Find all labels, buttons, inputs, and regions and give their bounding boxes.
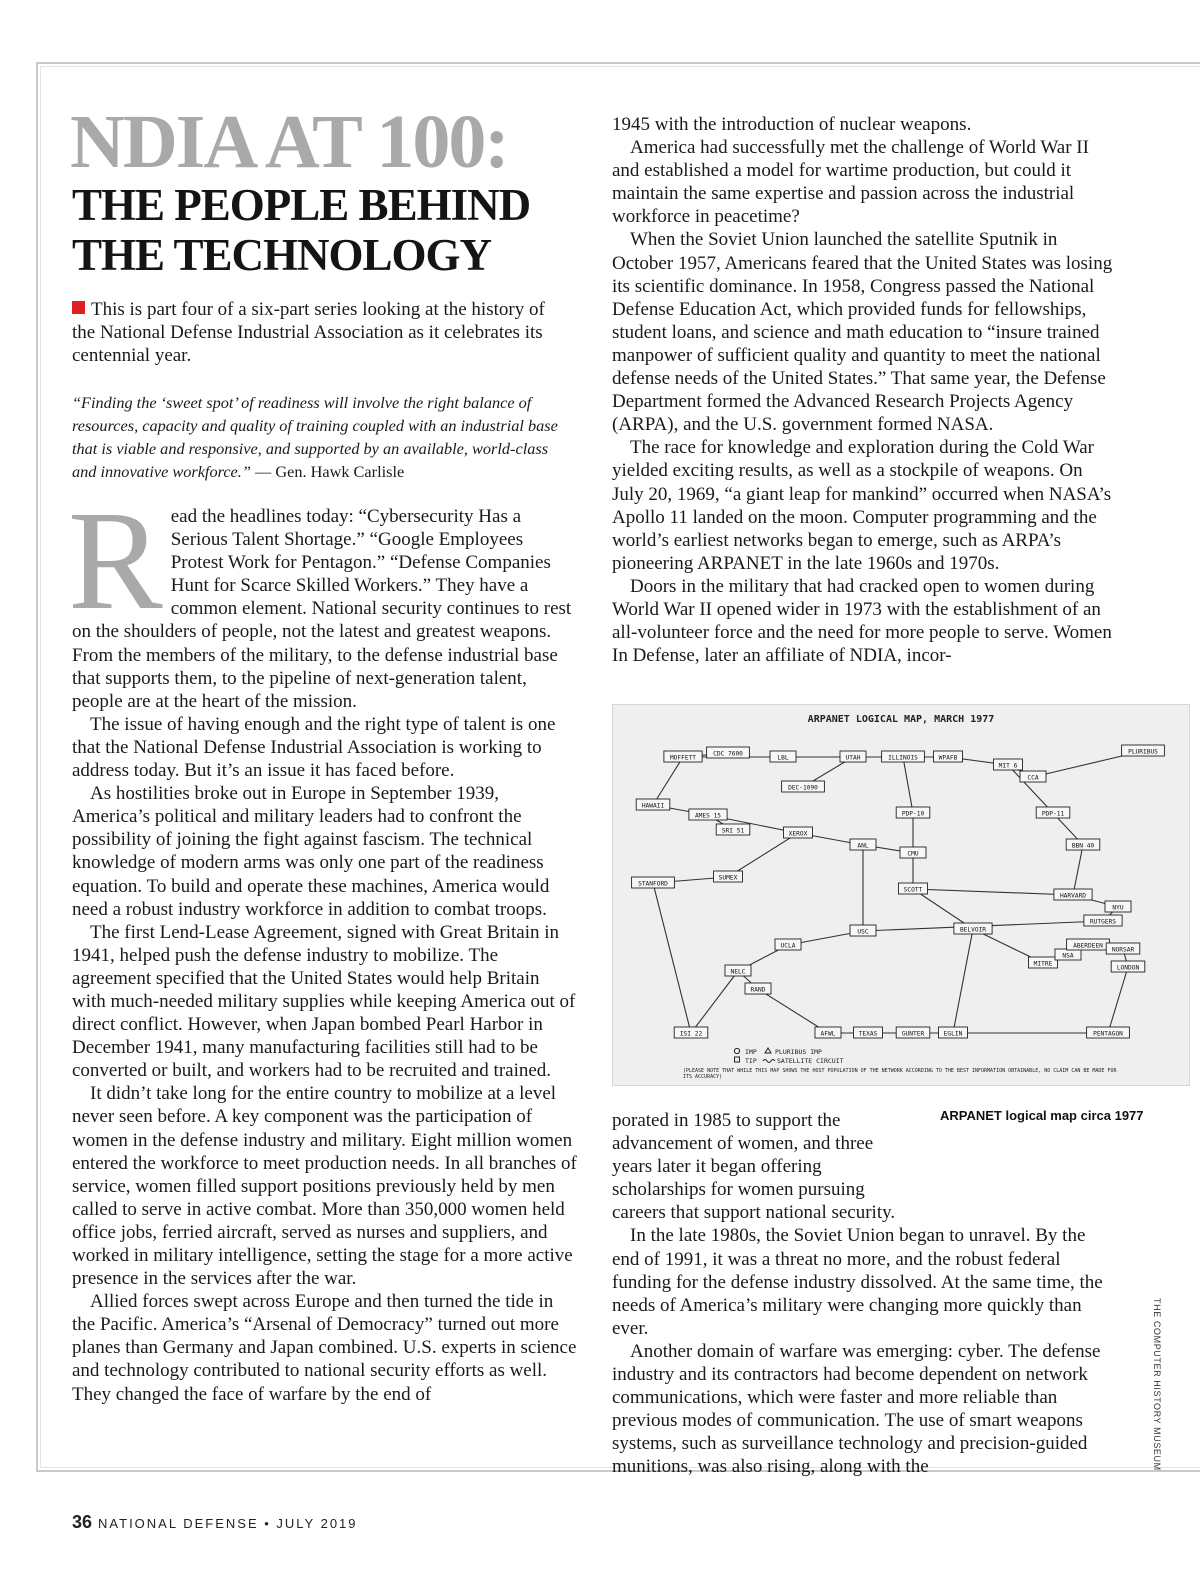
- map-link-line: [1108, 967, 1128, 1033]
- map-node: [636, 799, 670, 810]
- map-node: [1066, 839, 1100, 850]
- map-node: [784, 827, 813, 838]
- map-node-label: MIT 6: [998, 762, 1018, 770]
- legend-imp-label: IMP: [745, 1048, 757, 1056]
- map-node-label: PLURIBUS: [1128, 748, 1158, 756]
- red-square-bullet-icon: [72, 301, 85, 314]
- map-node-label: PDP-10: [901, 810, 925, 818]
- map-node: [725, 965, 751, 976]
- right-column-top: [612, 113, 1117, 667]
- pull-quote-attribution: — Gen. Hawk Carlisle: [250, 462, 405, 481]
- map-node-label: DEC-1090: [788, 784, 818, 792]
- series-intro: [72, 298, 572, 367]
- map-node: [900, 847, 926, 858]
- series-intro-text: This is part four of a six-part series looking at the history of the National Defense Industrial Association as it celebrates its centennial year.: [72, 299, 545, 366]
- map-node-label: RUTGERS: [1089, 918, 1117, 926]
- map-node: [854, 1027, 883, 1038]
- map-node-label: MOFFETT: [669, 754, 697, 762]
- satellite-legend-icon: [763, 1060, 775, 1063]
- right-column-bottom: [612, 1109, 1117, 1479]
- map-node: [815, 1027, 841, 1038]
- map-node: [896, 1027, 930, 1038]
- map-node: [745, 983, 771, 994]
- drop-cap: R: [68, 481, 163, 639]
- map-node: [1111, 961, 1145, 972]
- map-node: [1105, 901, 1131, 912]
- map-node: [632, 877, 675, 888]
- body-paragraph: Allied forces swept across Europe and then turned the tide in the Pacific. America’s “Arsenal of Democracy” turned out more planes than Germany and Japan combined. U.S. experts in science and technology contributed to national security efforts as well. They changed the face of warfare by the end of: [72, 1291, 577, 1405]
- map-node-label: ISI 22: [679, 1030, 703, 1038]
- map-node-label: SCOTT: [903, 886, 923, 894]
- map-note-wrap: [683, 1068, 1123, 1084]
- map-node: [850, 839, 876, 850]
- pull-quote: [72, 391, 572, 483]
- figure-caption: ARPANET logical map circa 1977: [940, 1108, 1144, 1123]
- body-paragraph: Another domain of warfare was emerging: cyber. The defense industry and its contractors had become dependent on network communications, which were faster and more reliable than previous modes of communication. The use of smart weapons systems, such as surveillance technology and precision-guided munitions, was also rising, along with the: [612, 1340, 1101, 1478]
- body-paragraph: As hostilities broke out in Europe in September 1939, America’s political and military leaders had to confront the possibility of joining the fight against fascism. The technical knowledge of modern arms was only one part of the readiness equation. To build and operate these machines, America would need a robust industry workforce in addition to combat troops.: [72, 783, 550, 920]
- arpanet-map-figure: [612, 704, 1190, 1086]
- map-node-label: PENTAGON: [1093, 1030, 1123, 1038]
- body-paragraph: ead the headlines today: “Cybersecurity Has a Serious Talent Shortage.” “Google Employees Protest Work for Pentagon.” “Defense Companies Hunt for Scarce Skilled Workers.” They have a common element. National security continues to rest on the shoulders of people, not the latest and greatest weapons. From the members of the military, to the defense industrial base that supports them, to the pipeline of next-generation talent, people are at the heart of the mission.: [72, 506, 572, 712]
- map-node: [934, 751, 963, 762]
- map-link-line: [1073, 845, 1083, 895]
- map-node-label: NSA: [1062, 952, 1074, 960]
- map-node: [1029, 957, 1058, 968]
- map-node-label: NORSAR: [1111, 946, 1135, 954]
- body-paragraph: It didn’t take long for the entire country to mobilize at a level never seen before. A key component was the participation of women in the defense industry and military. Eight million women entered the workforce to meet production needs. In all branches of service, women filled support positions previously held by men called to serve in active combat. More than 350,000 women held office jobs, ferried aircraft, served as nurses and suppliers, and worked in military intelligence, setting the stage for a more active presence in the services after the war.: [72, 1083, 577, 1290]
- map-node: [1036, 807, 1070, 818]
- legend-satellite-label: SATELLITE CIRCUIT: [777, 1057, 844, 1065]
- map-node-label: PDP-11: [1041, 810, 1065, 818]
- map-node-label: BELVOIR: [959, 926, 987, 934]
- body-paragraph: 1945 with the introduction of nuclear weapons.: [612, 114, 972, 135]
- map-node-label: AMES 15: [694, 812, 722, 820]
- map-node-label: NYU: [1112, 904, 1124, 912]
- map-node: [782, 781, 825, 792]
- map-node: [1106, 943, 1140, 954]
- body-paragraph: When the Soviet Union launched the satellite Sputnik in October 1957, Americans feared that the United States was losing its scientific dominance. In 1958, Congress passed the National Defense Education Act, which provided funds for fellowships, student loans, and science and math education to “insure trained manpower of sufficient quality and quantity to meet the national defense needs of the United States.” That same year, the Defense Department formed the Advanced Research Projects Agency (ARPA), and the U.S. government formed NASA.: [612, 229, 1113, 436]
- map-nodes: [632, 745, 1165, 1038]
- legend-pluribus-label: PLURIBUS IMP: [775, 1048, 822, 1056]
- legend-tip-label: TIP: [745, 1057, 757, 1065]
- map-link-line: [758, 989, 828, 1033]
- page-footer: [72, 1512, 358, 1533]
- publication-info: NATIONAL DEFENSE • JULY 2019: [98, 1516, 358, 1531]
- map-node-label: XEROX: [788, 830, 808, 838]
- map-node-label: MITRE: [1033, 960, 1053, 968]
- map-link-line: [691, 971, 738, 1033]
- map-node: [1122, 745, 1165, 756]
- map-link-line: [653, 757, 683, 805]
- map-node-label: RAND: [750, 986, 766, 994]
- article-title: [72, 180, 530, 280]
- map-node: [689, 809, 727, 820]
- map-node-label: STANFORD: [638, 880, 668, 888]
- map-node: [707, 747, 750, 758]
- map-node: [716, 824, 750, 835]
- body-paragraph: The issue of having enough and the right type of talent is one that the National Defense Industrial Association is working to address today. But it’s an issue it has faced before.: [72, 713, 556, 782]
- map-link-line: [913, 889, 1073, 895]
- map-node: [674, 1027, 708, 1038]
- map-node-label: AFWL: [820, 1030, 836, 1038]
- article-title-line-2: THE TECHNOLOGY: [72, 230, 492, 280]
- map-node-label: HARVARD: [1059, 892, 1087, 900]
- article-title-line-1: THE PEOPLE BEHIND: [72, 180, 531, 230]
- tip-legend-icon: [735, 1057, 740, 1062]
- page-number: 36: [72, 1512, 93, 1532]
- kicker-title: NDIA AT 100:: [70, 100, 508, 184]
- map-node-label: USC: [857, 928, 869, 936]
- map-node: [664, 751, 702, 762]
- map-node: [714, 871, 743, 882]
- map-node-label: SUMEX: [718, 874, 738, 882]
- map-node: [840, 751, 866, 762]
- map-node-label: UCLA: [780, 942, 796, 950]
- photo-credit: THE COMPUTER HISTORY MUSEUM: [1152, 1298, 1162, 1471]
- body-paragraph: In the late 1980s, the Soviet Union began to unravel. By the end of 1991, it was a threat no more, and the robust federal funding for the defense industry dissolved. At the same time, the needs of America’s military were changing more quickly than ever.: [612, 1225, 1103, 1339]
- map-node: [775, 939, 801, 950]
- pluribus-legend-icon: [765, 1048, 771, 1053]
- left-column: [68, 481, 577, 1406]
- imp-legend-icon: [734, 1048, 739, 1053]
- arpanet-map-drawing: [613, 705, 1189, 1085]
- map-link-line: [903, 757, 913, 813]
- map-link-line: [728, 833, 798, 877]
- map-node: [899, 883, 928, 894]
- map-node-label: LBL: [777, 754, 789, 762]
- map-node: [1020, 771, 1046, 782]
- map-node: [850, 925, 876, 936]
- map-node-label: SRI 51: [721, 827, 745, 835]
- map-node: [770, 751, 796, 762]
- map-legend: [734, 1048, 843, 1065]
- map-node-label: NELC: [730, 968, 746, 976]
- map-node-label: CMU: [907, 850, 919, 858]
- pull-quote-text: “Finding the ‘sweet spot’ of readiness will involve the right balance of resources, capacity and quality of training coupled with an industrial base that is viable and responsive, and supported by an available, world-class and innovative workforce.”: [72, 393, 558, 481]
- map-node-label: BBN 40: [1071, 842, 1095, 850]
- map-node: [896, 807, 930, 818]
- map-node-label: EGLIN: [943, 1030, 963, 1038]
- map-node-label: GUNTER: [901, 1030, 925, 1038]
- map-node: [1055, 949, 1081, 960]
- map-node-label: CDC 7600: [713, 750, 743, 758]
- map-node: [1084, 915, 1122, 926]
- map-note: (PLEASE NOTE THAT WHILE THIS MAP SHOWS THE HOST POPULATION OF THE NETWORK ACCORDING TO THE BEST INFORMATION OBTAINABLE, NO CLAIM CAN BE MADE FOR ITS ACCURACY): [683, 1068, 1117, 1080]
- map-node: [954, 923, 992, 934]
- body-paragraph: Doors in the military that had cracked open to women during World War II opened wider in 1973 with the establishment of an all-volunteer force and the need for more people to serve. Women In Defense, later an affiliate of NDIA, incor-: [612, 575, 1112, 667]
- map-node-label: ANL: [857, 842, 869, 850]
- map-node-label: LONDON: [1116, 964, 1140, 972]
- map-node-label: ABERDEEN: [1073, 942, 1103, 950]
- map-node-label: TEXAS: [858, 1030, 878, 1038]
- body-paragraph: The race for knowledge and exploration during the Cold War yielded exciting results, as well as a stockpile of weapons. On July 20, 1969, “a giant leap for mankind” occurred when NASA’s Apollo 11 landed on the moon. Computer programming and the world’s earliest networks began to emerge, such as ARPA’s pioneering ARPANET in the late 1960s and 1970s.: [612, 437, 1112, 574]
- map-node: [1067, 939, 1110, 950]
- map-node: [939, 1027, 968, 1038]
- map-node-label: WPAFB: [938, 754, 958, 762]
- map-title: ARPANET LOGICAL MAP, MARCH 1977: [807, 714, 995, 725]
- map-node: [1054, 889, 1092, 900]
- body-paragraph: porated in 1985 to support the advancement of women, and three years later it began offering scholarships for women pursuing careers that support national security.: [612, 1110, 896, 1224]
- map-link-line: [653, 883, 691, 1033]
- map-node-label: CCA: [1027, 774, 1039, 782]
- body-paragraph: The first Lend-Lease Agreement, signed with Great Britain in 1941, helped push the defense industry to mobilize. The agreement specified that the United States would help Britain with much-needed military supplies while keeping America out of direct conflict. However, when Japan bombed Pearl Harbor in December 1941, many manufacturing facilities still had to be converted or built, and workers had to be recruited and trained.: [72, 921, 576, 1082]
- map-node-label: HAWAII: [641, 802, 665, 810]
- body-paragraph: America had successfully met the challenge of World War II and established a model for wartime production, but could it maintain the same expertise and passion across the industrial workforce in peacetime?: [612, 137, 1089, 228]
- map-node: [994, 759, 1023, 770]
- map-node: [1087, 1027, 1130, 1038]
- map-node-label: UTAH: [845, 754, 861, 762]
- map-node: [882, 751, 925, 762]
- map-link-line: [953, 929, 973, 1033]
- map-node-label: ILLINOIS: [888, 754, 918, 762]
